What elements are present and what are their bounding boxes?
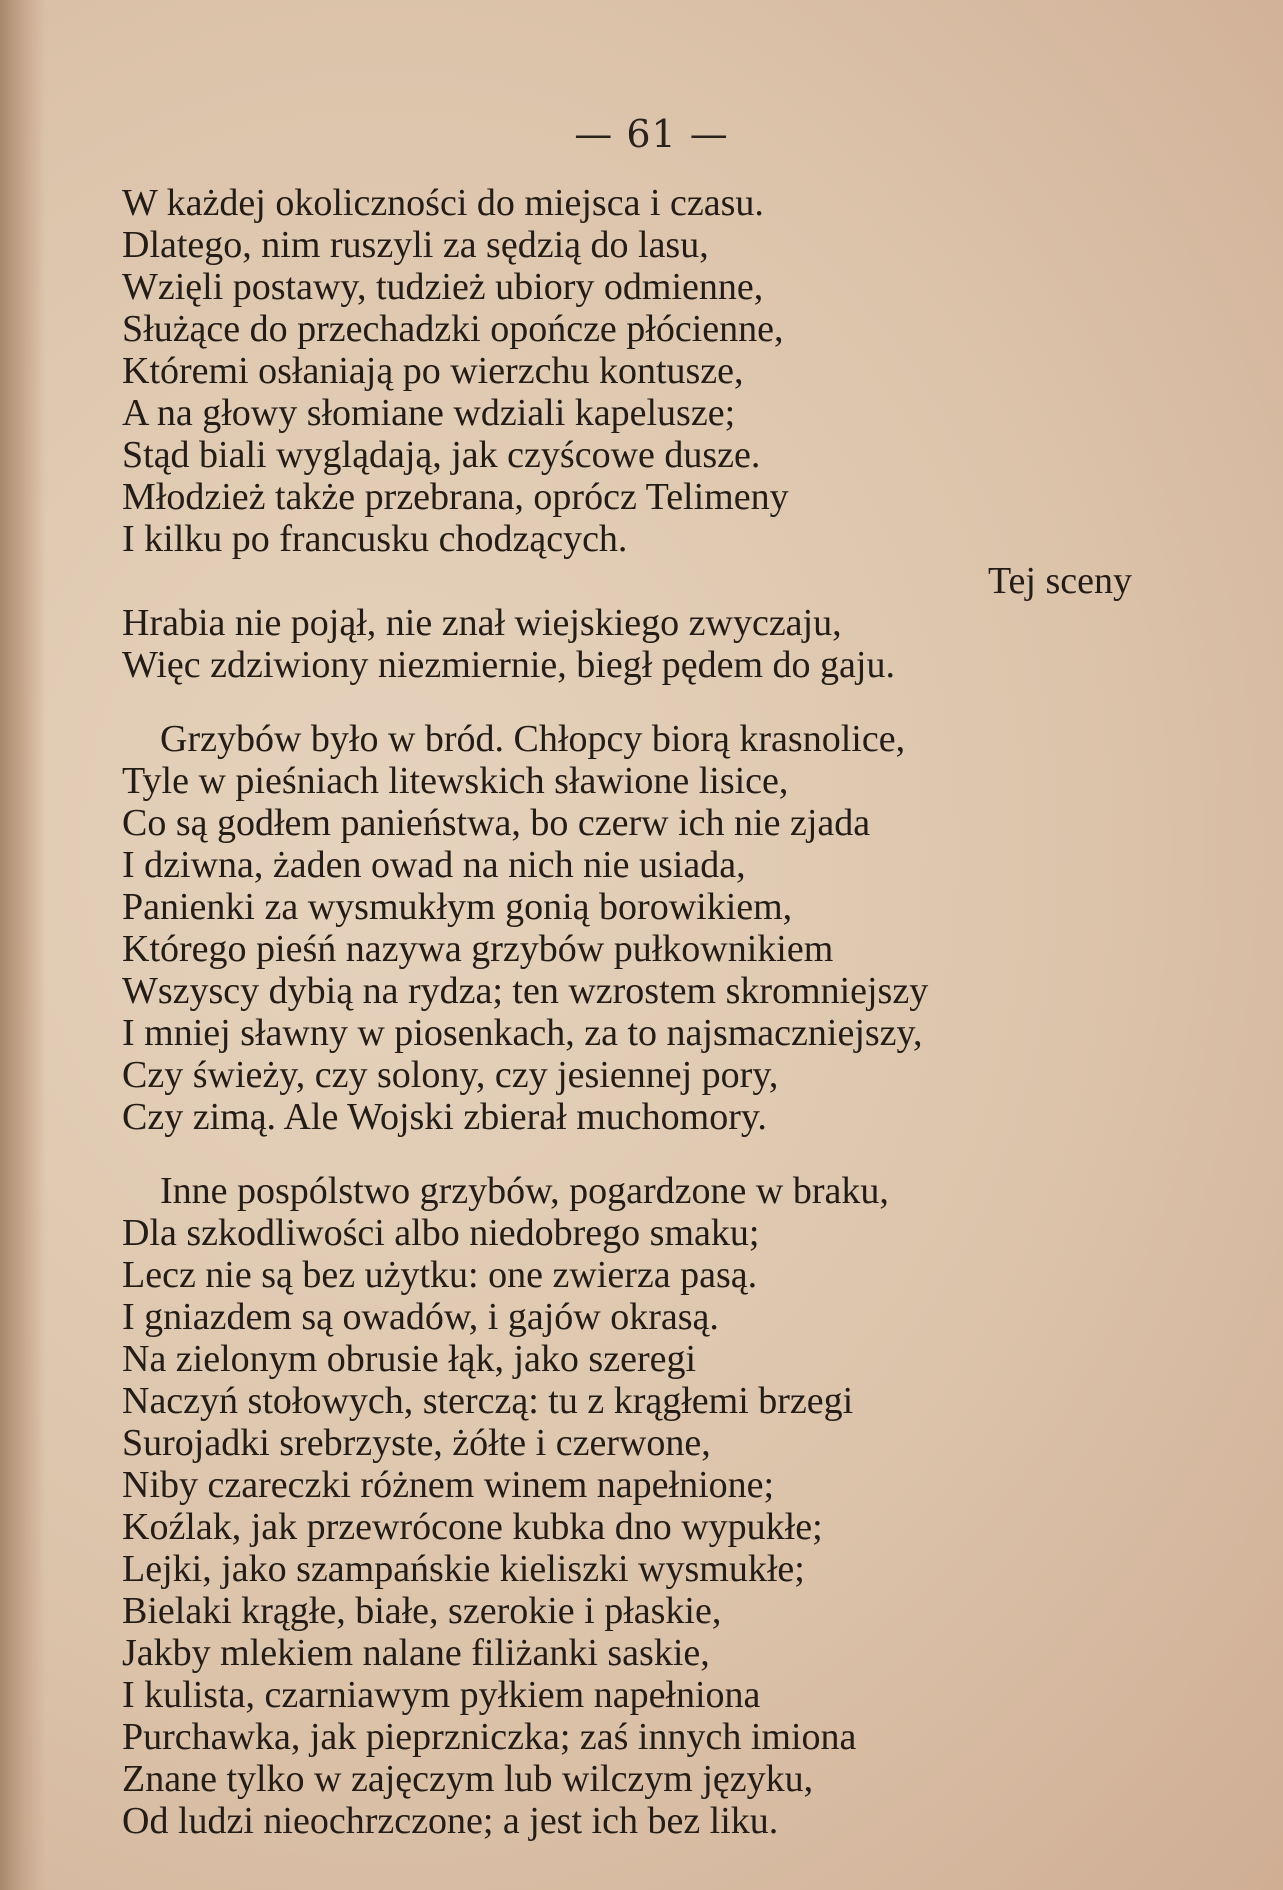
verse-line: Lecz nie są bez użytku: one zwierza pasą.	[122, 1254, 758, 1296]
verse-line-indented: Grzybów było w bród. Chłopcy biorą krasnolice,	[160, 718, 906, 760]
page-gutter-shadow	[0, 0, 46, 1890]
verse-line: I kilku po francusku chodzących.	[122, 518, 628, 560]
verse-line: Dlatego, nim ruszyli za sędzią do lasu,	[122, 224, 709, 266]
verse-line: Panienki za wysmukłym gonią borowikiem,	[122, 886, 793, 928]
verse-line: Naczyń stołowych, sterczą: tu z krągłemi brzegi	[122, 1380, 854, 1422]
verse-line: Co są godłem panieństwa, bo czerw ich nie zjada	[122, 802, 871, 844]
verse-line: Którego pieśń nazywa grzybów pułkownikiem	[122, 928, 834, 970]
verse-line: Więc zdziwiony niezmiernie, biegł pędem do gaju.	[122, 644, 895, 686]
verse-line: Lejki, jako szampańskie kieliszki wysmukłe;	[122, 1548, 805, 1590]
verse-line: Wszyscy dybią na rydza; ten wzrostem skromniejszy	[122, 970, 929, 1012]
verse-line: Stąd biali wyglądają, jak czyścowe dusze.	[122, 434, 761, 476]
verse-line-continuation: Tej sceny	[987, 560, 1132, 602]
verse-line: Na zielonym obrusie łąk, jako szeregi	[122, 1338, 697, 1380]
verse-line: I dziwna, żaden owad na nich nie usiada,	[122, 844, 746, 886]
verse-line: Dla szkodliwości albo niedobrego smaku;	[122, 1212, 760, 1254]
stanza-break	[122, 686, 1142, 718]
verse-line: Koźlak, jak przewrócone kubka dno wypukłe;	[122, 1506, 823, 1548]
verse-line: Służące do przechadzki opończe płócienne,	[122, 308, 784, 350]
verse-line: Któremi osłaniają po wierzchu kontusze,	[122, 350, 744, 392]
verse-line: Czy zimą. Ale Wojski zbierał muchomory.	[122, 1096, 767, 1138]
verse-line: I kulista, czarniawym pyłkiem napełniona	[122, 1674, 761, 1716]
verse-line: Wzięli postawy, tudzież ubiory odmienne,	[122, 266, 764, 308]
verse-line: Jakby mlekiem nalane filiżanki saskie,	[122, 1632, 710, 1674]
verse-line: Znane tylko w zajęczym lub wilczym języku,	[122, 1758, 814, 1800]
stanza-break	[122, 1138, 1142, 1170]
verse-line: W każdej okoliczności do miejsca i czasu.	[122, 182, 764, 224]
verse-line: Hrabia nie pojął, nie znał wiejskiego zwyczaju,	[122, 602, 842, 644]
verse-line-indented: Inne pospólstwo grzybów, pogardzone w braku,	[160, 1170, 889, 1212]
verse-line: Od ludzi nieochrzczone; a jest ich bez liku.	[122, 1800, 779, 1842]
verse-line: Niby czareczki różnem winem napełnione;	[122, 1464, 775, 1506]
verse-line: Tyle w pieśniach litewskich sławione lisice,	[122, 760, 789, 802]
verse-line: I mniej sławny w piosenkach, za to najsmaczniejszy,	[122, 1012, 923, 1054]
poem-text	[122, 182, 1142, 1842]
page-number: — 61 —	[574, 112, 729, 156]
verse-line: Młodzież także przebrana, oprócz Telimeny	[122, 476, 789, 518]
verse-line: Czy świeży, czy solony, czy jesiennej pory,	[122, 1054, 779, 1096]
verse-line: Surojadki srebrzyste, żółte i czerwone,	[122, 1422, 711, 1464]
verse-line: Bielaki krągłe, białe, szerokie i płaskie,	[122, 1590, 722, 1632]
verse-line: I gniazdem są owadów, i gajów okrasą.	[122, 1296, 719, 1338]
verse-line: Purchawka, jak pieprzniczka; zaś innych imiona	[122, 1716, 857, 1758]
verse-line: A na głowy słomiane wdziali kapelusze;	[122, 392, 736, 434]
